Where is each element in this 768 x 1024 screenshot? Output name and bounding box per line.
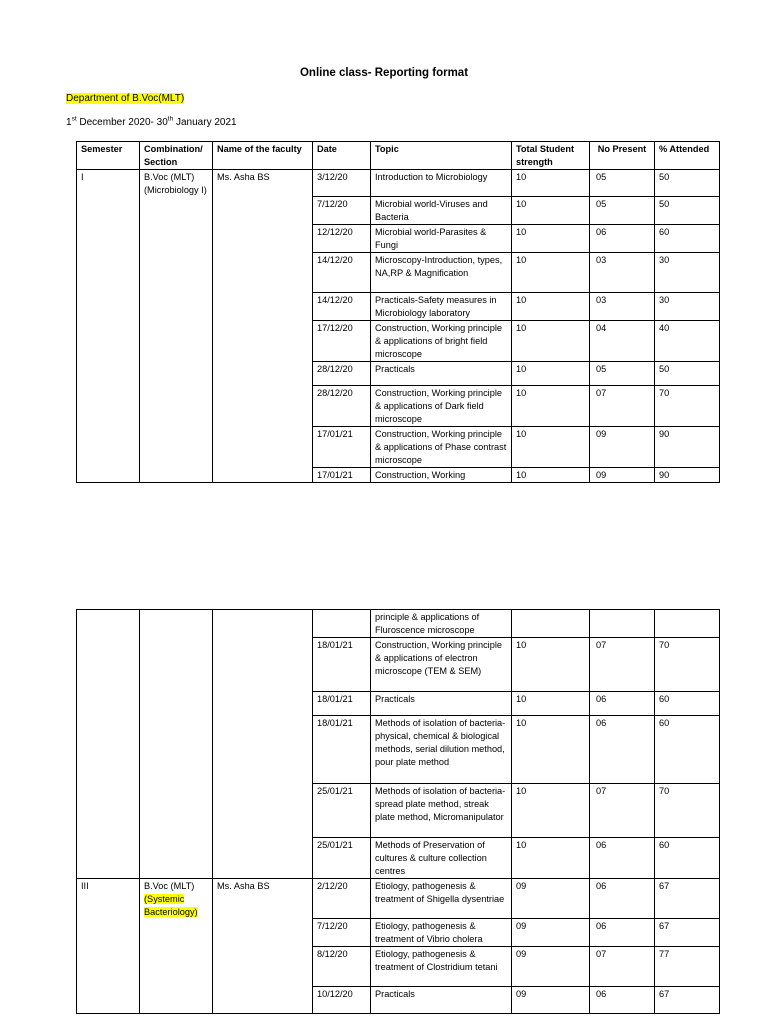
attended-cell: 60	[655, 692, 720, 716]
report-table-1	[76, 141, 720, 483]
topic-cell: Practicals	[371, 692, 512, 716]
strength-cell: 10	[512, 716, 590, 784]
topic-cell: principle & applications of Fluroscence microscope	[371, 610, 512, 638]
strength-cell: 10	[512, 362, 590, 386]
strength-cell: 10	[512, 692, 590, 716]
date-cell: 25/01/21	[313, 784, 371, 838]
attended-cell: 90	[655, 427, 720, 468]
attended-cell: 67	[655, 919, 720, 947]
attended-cell: 50	[655, 362, 720, 386]
header-strength: Total Student strength	[512, 142, 590, 170]
topic-cell: Etiology, pathogenesis & treatment of Shigella dysentriae	[371, 879, 512, 919]
present-cell: 05	[590, 170, 655, 197]
semester-cell: III	[77, 879, 140, 1014]
strength-cell: 10	[512, 468, 590, 483]
strength-cell: 10	[512, 838, 590, 879]
strength-cell: 10	[512, 197, 590, 225]
semester-cell	[77, 610, 140, 879]
faculty-cell: Ms. Asha BS	[213, 170, 313, 483]
present-cell: 07	[590, 784, 655, 838]
faculty-cell: Ms. Asha BS	[213, 879, 313, 1014]
attended-cell: 30	[655, 293, 720, 321]
attended-cell: 67	[655, 879, 720, 919]
present-cell: 06	[590, 987, 655, 1014]
attended-cell: 70	[655, 386, 720, 427]
date-cell: 18/01/21	[313, 638, 371, 692]
present-cell: 06	[590, 716, 655, 784]
table-row	[77, 170, 720, 197]
topic-cell: Methods of isolation of bacteria-physical, chemical & biological methods, serial dilution method, pour plate method	[371, 716, 512, 784]
present-cell: 07	[590, 947, 655, 987]
strength-cell: 10	[512, 293, 590, 321]
date-cell: 2/12/20	[313, 879, 371, 919]
strength-cell: 10	[512, 638, 590, 692]
topic-cell: Construction, Working	[371, 468, 512, 483]
topic-cell: Practicals	[371, 987, 512, 1014]
attended-cell: 60	[655, 716, 720, 784]
attended-cell: 50	[655, 170, 720, 197]
present-cell: 07	[590, 386, 655, 427]
date-cell: 7/12/20	[313, 919, 371, 947]
present-cell: 03	[590, 293, 655, 321]
date-cell: 14/12/20	[313, 293, 371, 321]
strength-cell: 10	[512, 253, 590, 293]
present-cell: 05	[590, 197, 655, 225]
attended-cell: 40	[655, 321, 720, 362]
date-cell: 17/01/21	[313, 468, 371, 483]
present-cell: 06	[590, 838, 655, 879]
department-label	[66, 93, 184, 104]
date-cell: 28/12/20	[313, 386, 371, 427]
header-present: No Present	[590, 142, 655, 170]
table-row	[77, 610, 720, 638]
header-row	[77, 142, 720, 170]
combination-cell	[140, 879, 213, 1014]
combination-cell: B.Voc (MLT) (Microbiology I)	[140, 170, 213, 483]
date-cell: 28/12/20	[313, 362, 371, 386]
present-cell: 03	[590, 253, 655, 293]
header-attended: % Attended	[655, 142, 720, 170]
combination-cell	[140, 610, 213, 879]
date-cell: 12/12/20	[313, 225, 371, 253]
present-cell: 04	[590, 321, 655, 362]
attended-cell: 77	[655, 947, 720, 987]
topic-cell: Methods of Preservation of cultures & culture collection centres	[371, 838, 512, 879]
date-cell: 25/01/21	[313, 838, 371, 879]
date-cell: 17/01/21	[313, 427, 371, 468]
topic-cell: Construction, Working principle & applications of electron microscope (TEM & SEM)	[371, 638, 512, 692]
topic-cell: Construction, Working principle & applications of Phase contrast microscope	[371, 427, 512, 468]
topic-cell: Practicals-Safety measures in Microbiology laboratory	[371, 293, 512, 321]
present-cell: 09	[590, 427, 655, 468]
present-cell: 05	[590, 362, 655, 386]
present-cell: 09	[590, 468, 655, 483]
header-date: Date	[313, 142, 371, 170]
topic-cell: Microbial world-Viruses and Bacteria	[371, 197, 512, 225]
header-topic: Topic	[371, 142, 512, 170]
attended-cell: 60	[655, 838, 720, 879]
attended-cell: 60	[655, 225, 720, 253]
topic-cell: Introduction to Microbiology	[371, 170, 512, 197]
date-cell: 18/01/21	[313, 716, 371, 784]
attended-cell: 70	[655, 638, 720, 692]
semester-cell: I	[77, 170, 140, 483]
date-cell: 7/12/20	[313, 197, 371, 225]
present-cell: 06	[590, 225, 655, 253]
attended-cell	[655, 610, 720, 638]
strength-cell: 10	[512, 427, 590, 468]
date-cell: 3/12/20	[313, 170, 371, 197]
present-cell: 07	[590, 638, 655, 692]
strength-cell: 09	[512, 879, 590, 919]
date-cell: 18/01/21	[313, 692, 371, 716]
strength-cell	[512, 610, 590, 638]
topic-cell: Construction, Working principle & applications of Dark field microscope	[371, 386, 512, 427]
topic-cell: Construction, Working principle & applications of bright field microscope	[371, 321, 512, 362]
topic-cell: Etiology, pathogenesis & treatment of Clostridium tetani	[371, 947, 512, 987]
date-cell	[313, 610, 371, 638]
header-faculty: Name of the faculty	[213, 142, 313, 170]
page-title: Online class- Reporting format	[299, 67, 469, 79]
report-table-2	[76, 609, 720, 1014]
present-cell: 06	[590, 879, 655, 919]
combination-highlight: (Systemic Bacteriology)	[144, 894, 198, 917]
table-row	[77, 879, 720, 919]
attended-cell: 67	[655, 987, 720, 1014]
present-cell: 06	[590, 692, 655, 716]
attended-cell: 50	[655, 197, 720, 225]
topic-cell: Practicals	[371, 362, 512, 386]
header-semester: Semester	[77, 142, 140, 170]
date-range: 1st December 2020- 30th January 2021	[66, 115, 237, 128]
topic-cell: Etiology, pathogenesis & treatment of Vibrio cholera	[371, 919, 512, 947]
strength-cell: 10	[512, 321, 590, 362]
present-cell	[590, 610, 655, 638]
combination-line: B.Voc (MLT)	[144, 881, 195, 891]
topic-cell: Microscopy-Introduction, types, NA,RP & Magnification	[371, 253, 512, 293]
strength-cell: 10	[512, 225, 590, 253]
present-cell: 06	[590, 919, 655, 947]
department-highlight: Department of B.Voc(MLT)	[66, 93, 185, 104]
attended-cell: 30	[655, 253, 720, 293]
attended-cell: 90	[655, 468, 720, 483]
strength-cell: 10	[512, 170, 590, 197]
attended-cell: 70	[655, 784, 720, 838]
date-cell: 10/12/20	[313, 987, 371, 1014]
strength-cell: 09	[512, 987, 590, 1014]
strength-cell: 10	[512, 386, 590, 427]
faculty-cell	[213, 610, 313, 879]
topic-cell: Methods of isolation of bacteria- spread plate method, streak plate method, Micromanipulator	[371, 784, 512, 838]
date-cell: 8/12/20	[313, 947, 371, 987]
strength-cell: 10	[512, 784, 590, 838]
date-cell: 17/12/20	[313, 321, 371, 362]
strength-cell: 09	[512, 919, 590, 947]
topic-cell: Microbial world-Parasites & Fungi	[371, 225, 512, 253]
date-cell: 14/12/20	[313, 253, 371, 293]
header-combination: Combination/ Section	[140, 142, 213, 170]
strength-cell: 09	[512, 947, 590, 987]
